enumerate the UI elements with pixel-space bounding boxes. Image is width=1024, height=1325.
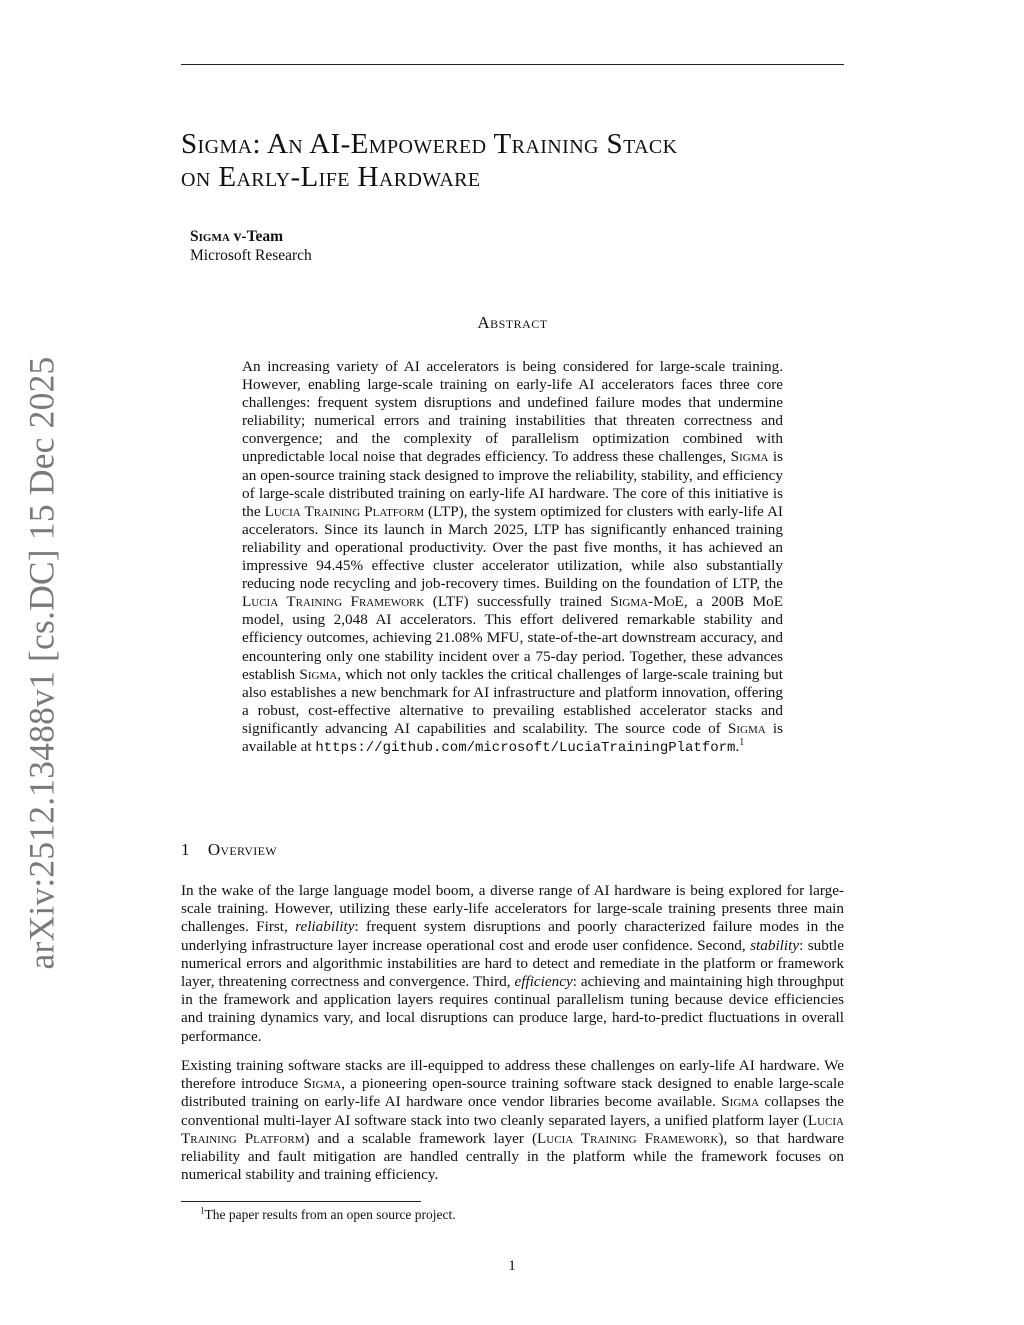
abstract-body	[242, 358, 783, 757]
team-name-suffix: v-Team	[229, 228, 284, 245]
paragraph-text: collapses the conventional multi-layer AI software stack into two cleanly separated layers, a unified platform layer (	[181, 1093, 844, 1129]
author-name	[190, 227, 312, 246]
abstract-text: An increasing variety of AI accelerators is being considered for large-scale training. However, enabling large-scale training on early-life AI accelerators faces three core challenges: frequent system disruptions and undefined failure modes that undermine reliability; numerical errors and training instabilities that threaten correctness and convergence; and the complexity of parallelism optimization combined with unpredictable local noise that degrades efficiency. To address these challenges,	[242, 358, 783, 466]
abstract-text: , which not only tackles the critical challenges of large-scale training but also establishes a new benchmark for AI infrastructure and platform innovation, offering a robust, cost-effective alternative to prevailing established accelerator stacks and significantly advancing AI capabilities and scalability. The source code of	[242, 665, 783, 737]
abstract-ltf: Lucia Training Framework	[242, 593, 425, 611]
header-rule	[181, 64, 844, 65]
footnote-text: The paper results from an open source project.	[204, 1207, 456, 1222]
section-heading-overview	[181, 840, 277, 860]
paragraph-text: , a pioneering open-source training software stack designed to enable large-scale distributed training on early-life AI hardware once vendor libraries become available.	[181, 1075, 845, 1111]
abstract-sigma: Sigma	[730, 448, 769, 466]
paragraph-text: ) and a scalable framework layer (	[304, 1129, 538, 1147]
abstract-text: is available at	[242, 719, 783, 755]
title-line-2: on Early-Life Hardware	[181, 161, 481, 193]
emphasis-stability: stability	[750, 936, 800, 954]
paragraph-text: In the wake of the large language model boom, a diverse range of AI hardware is being explored for large-scale training. However, utilizing these early-life accelerators for large-scale training presents three main challenges. First,	[181, 882, 844, 936]
section-title: Overview	[207, 840, 277, 859]
paragraph-text: : frequent system disruptions and poorly characterized failure modes in the underlying infrastructure layer increase operational cost and erode user confidence. Second,	[181, 918, 845, 954]
abstract-sigma-moe: Sigma-MoE	[610, 593, 684, 611]
footnote-rule	[181, 1201, 421, 1202]
paragraph-text: ), so that hardware reliability and fault mitigation are handled centrally in the platform while the framework focuses on numerical stability and training efficiency.	[181, 1129, 844, 1184]
section-number: 1	[181, 840, 190, 859]
footnote-number: 1	[200, 1205, 205, 1216]
paragraph-text: Existing training software stacks are ill-equipped to address these challenges on early-life AI hardware. We therefore introduce	[181, 1057, 844, 1093]
abstract-text: is an open-source training stack designed to improve the reliability, stability, and efficiency of large-scale distributed training on early-life AI hardware. The core of this initiative is the	[242, 448, 783, 520]
emphasis-reliability: reliability	[295, 918, 355, 936]
abstract-text: (LTF) successfully trained	[424, 593, 611, 611]
emphasis-efficiency: efficiency	[514, 973, 573, 991]
arxiv-identifier-stamp	[18, 356, 64, 970]
paragraph-text: : achieving and maintaining high throughput in the framework and application layers requires continual parallelism tuning because device efficiencies and training dynamics vary, and local disruptions can produce large, hard-to-predict fluctuations in overall performance.	[181, 973, 845, 1045]
body-paragraph	[181, 882, 844, 1046]
inline-sigma: Sigma	[721, 1093, 760, 1111]
team-name-smallcaps: Sigma	[190, 228, 230, 245]
footnote-marker[interactable]: 1	[739, 736, 745, 748]
arxiv-id-text: arXiv:2512.13488v1 [cs.DC] 15 Dec 2025	[21, 356, 62, 970]
paper-title	[181, 128, 841, 194]
author-block	[190, 227, 312, 265]
abstract-ltp: Lucia Training Platform	[264, 502, 424, 520]
paragraph-text: : subtle numerical errors and algorithmic instabilities are hard to detect and remediate in the platform or framework layer, threatening correctness and convergence. Third,	[181, 936, 845, 991]
page-number: 1	[508, 1258, 516, 1274]
github-link[interactable]: https://github.com/microsoft/LuciaTrainingPlatform	[315, 739, 736, 756]
title-line-1: Sigma: An AI-Empowered Training Stack	[181, 128, 678, 160]
abstract-text: , a 200B MoE model, using 2,048 AI accelerators. This effort delivered remarkable stability and efficiency outcomes, achieving 21.08% MFU, state-of-the-art downstream accuracy, and encountering only one stability incident over a 75-day period. Together, these advances establish	[242, 593, 783, 683]
footnote	[200, 1207, 456, 1223]
abstract-text: (LTP), the system optimized for clusters with early-life AI accelerators. Since its launch in March 2025, LTP has significantly enhanced training reliability and operational productivity. Over the past five months, it has achieved an impressive 94.45% effective cluster accelerator utilization, while also substantially reducing node recycling and job-recovery times. Building on the foundation of LTP, the	[242, 502, 783, 593]
abstract-heading: Abstract	[477, 313, 548, 332]
abstract-sigma: Sigma	[727, 719, 766, 737]
author-affiliation: Microsoft Research	[190, 247, 312, 264]
abstract-sigma: Sigma	[299, 665, 338, 683]
body-paragraph	[181, 1057, 844, 1184]
inline-ltp: Lucia Training Platform	[181, 1111, 844, 1147]
inline-ltf: Lucia Training Framework	[537, 1129, 719, 1147]
abstract-text: .	[735, 737, 740, 755]
inline-sigma: Sigma	[303, 1075, 342, 1093]
